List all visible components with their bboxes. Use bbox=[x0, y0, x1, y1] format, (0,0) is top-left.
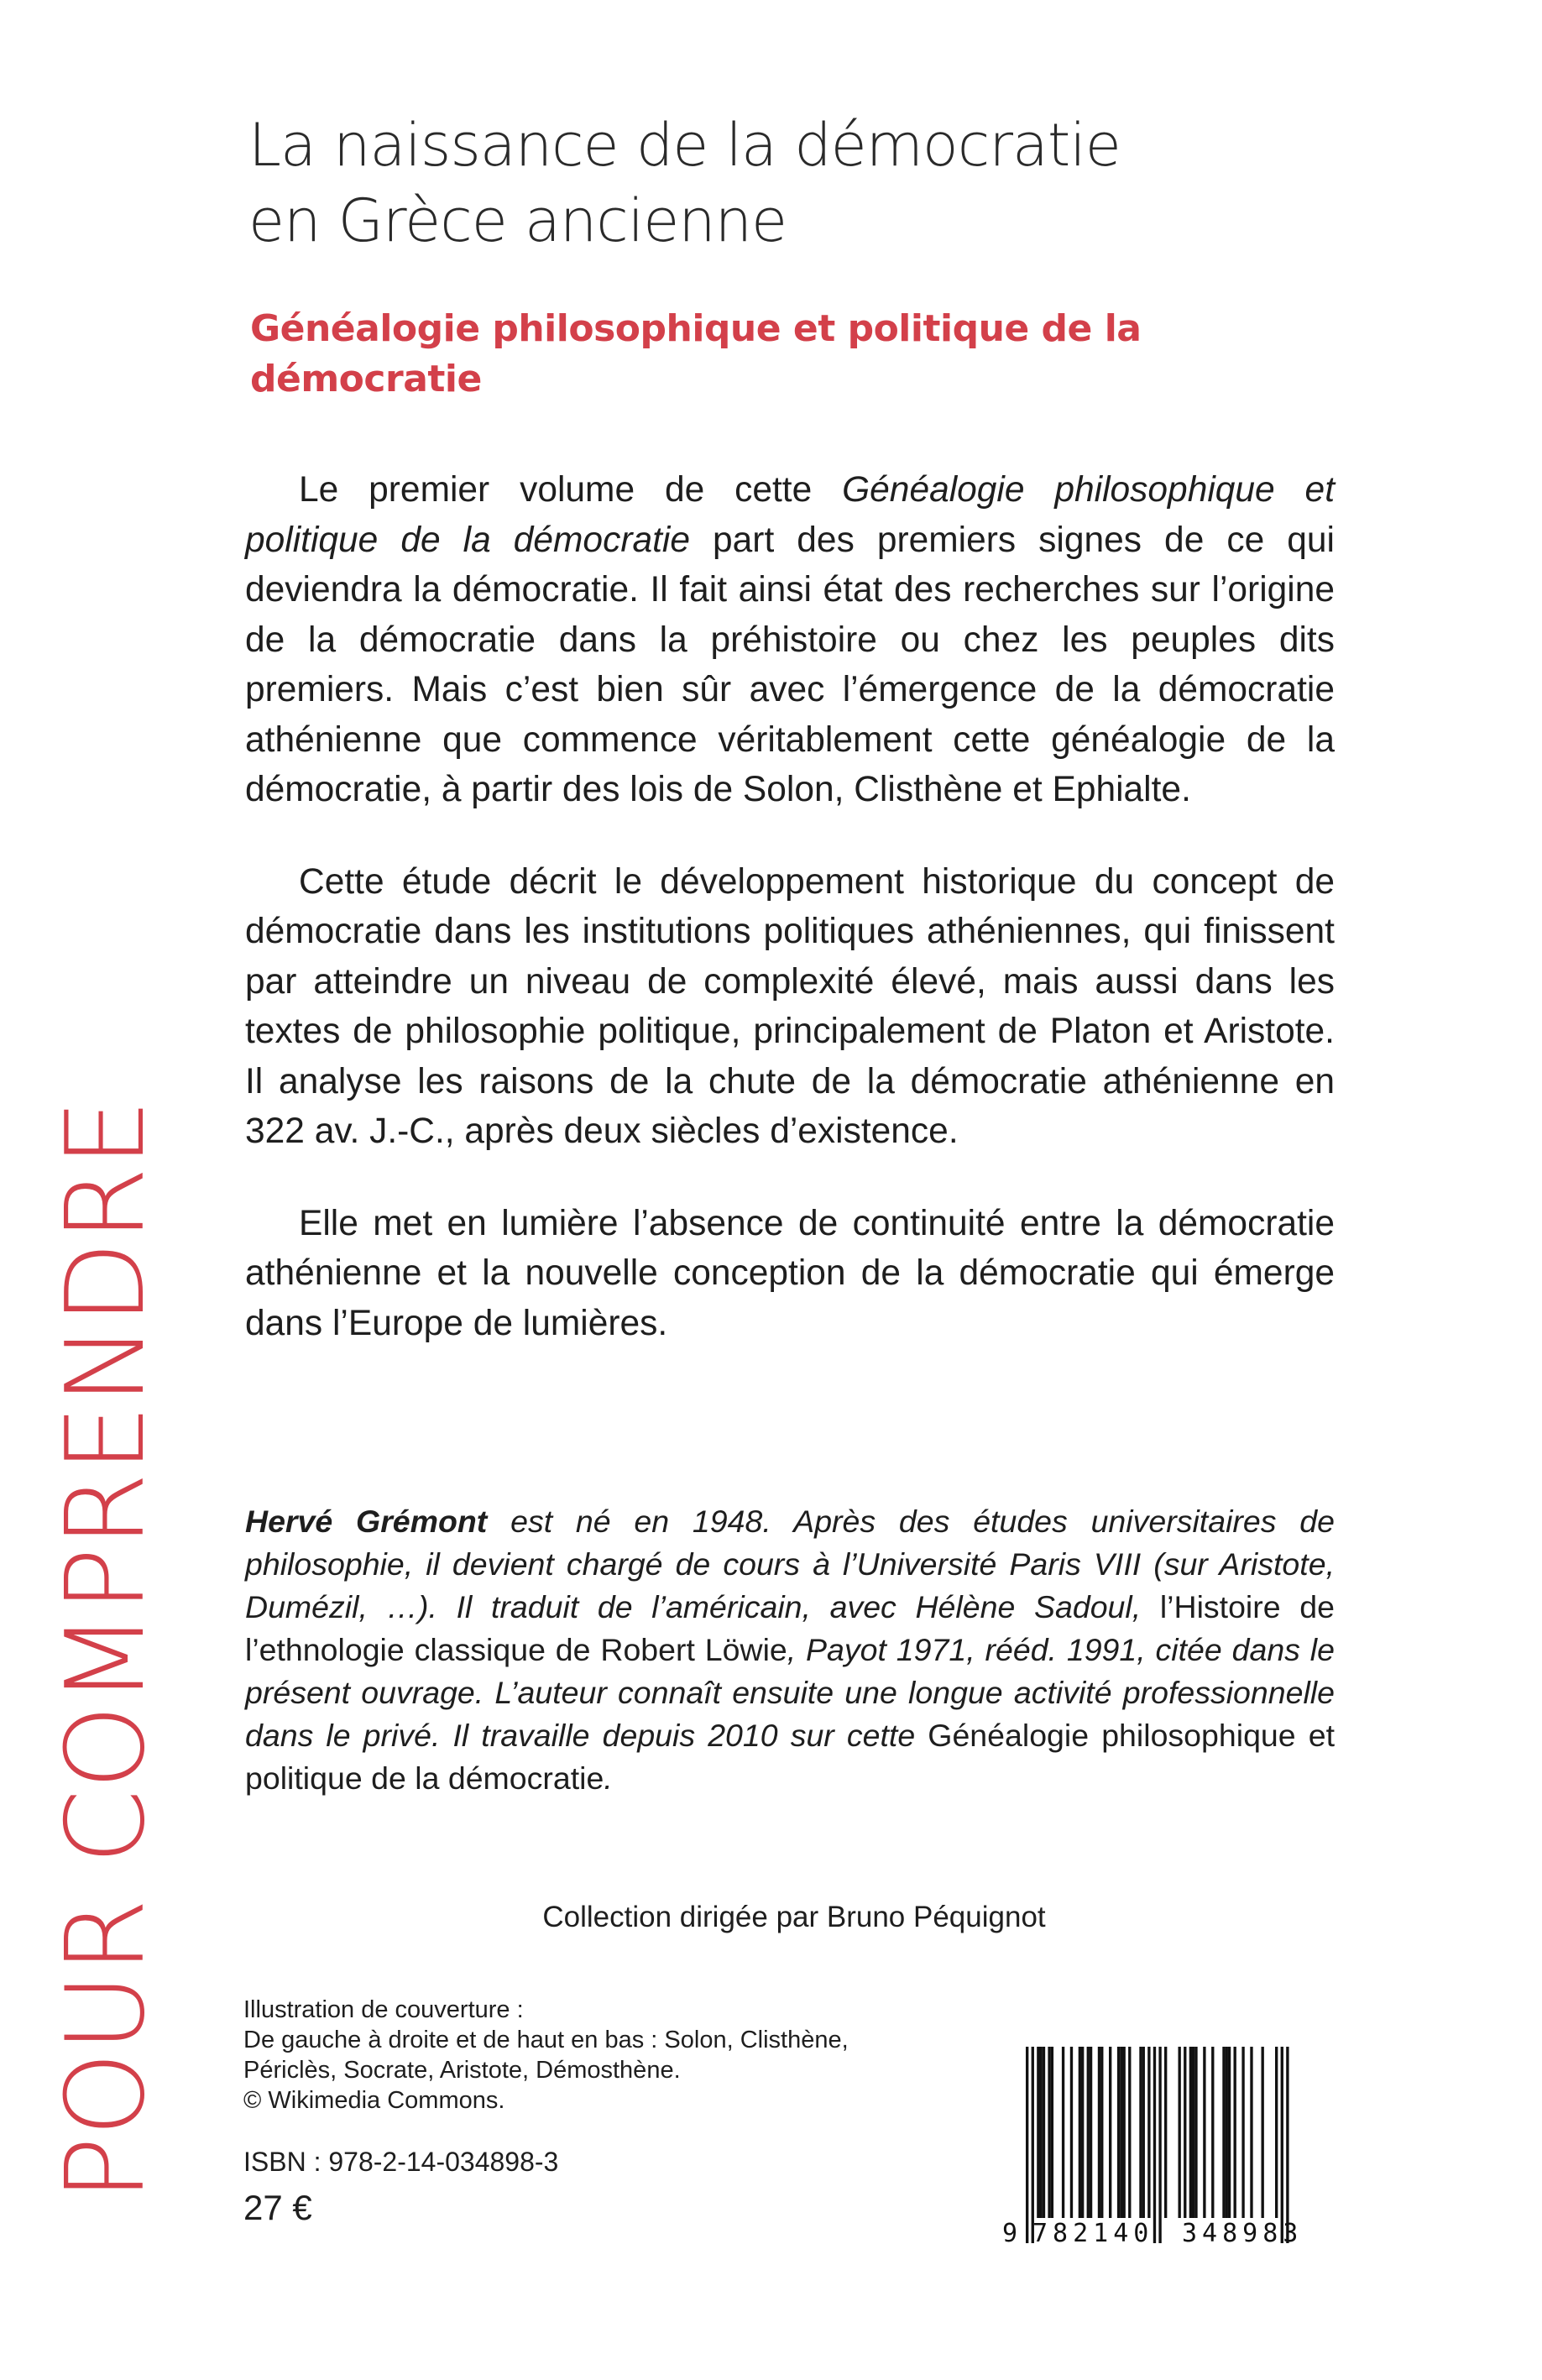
barcode-bar bbox=[1147, 2047, 1150, 2218]
barcode-bar bbox=[1098, 2047, 1100, 2218]
barcode-bar bbox=[1062, 2047, 1064, 2218]
isbn: ISBN : 978-2-14-034898-3 bbox=[243, 2147, 559, 2177]
title-line-1: La naissance de la démocratie bbox=[248, 111, 1121, 180]
barcode-bar bbox=[1109, 2047, 1111, 2218]
credits-line-4: © Wikimedia Commons. bbox=[243, 2087, 505, 2114]
barcode-bar bbox=[1234, 2047, 1236, 2218]
bio-part-2: , Payot 1971, rééd. 1991, citée dans le présent ouvrage. L’auteur connaît ensuite une longue activité professionnelle dans le privé. Il travaille depuis 2010 sur cette bbox=[245, 1632, 1335, 1753]
p1-rest: part des premiers signes de ce qui deviendra la démocratie. Il fait ainsi état des recherches sur l’origine de la démocratie dans la préhistoire ou chez les peuples dits premiers. Mais c’est bien sûr avec l’émergence de la démocratie athénienne que commence véritablement cette généalogie de la démocratie, à partir des lois de Solon, Clisthène et Ephialte. bbox=[245, 520, 1335, 809]
cover-illustration-credits bbox=[243, 1995, 999, 2116]
barcode-bar bbox=[1079, 2047, 1081, 2218]
barcode-bar bbox=[1051, 2047, 1053, 2218]
barcode-bar bbox=[1087, 2047, 1090, 2218]
p1-italic-title: Généalogie philosophique et politique de la démocratie bbox=[245, 470, 1335, 560]
barcode-bar bbox=[1192, 2047, 1194, 2218]
barcode-bar bbox=[1228, 2047, 1231, 2218]
barcode-bar bbox=[1070, 2047, 1073, 2218]
barcode-bar bbox=[1179, 2047, 1181, 2218]
barcode-digits-right: 348983 bbox=[1182, 2219, 1304, 2248]
barcode-bar bbox=[1081, 2047, 1084, 2218]
barcode-bar bbox=[1153, 2047, 1156, 2243]
credits-line-3: Périclès, Socrate, Aristote, Démosthène. bbox=[243, 2057, 681, 2084]
bio-part-1: est né en 1948. Après des études universitaires de philosophie, il devient chargé de cours à l’Université Paris VIII (sur Aristote, Dumézil, …). Il traduit de l’américain, avec Hélène Sadoul, bbox=[245, 1504, 1335, 1624]
barcode-bar bbox=[1026, 2047, 1028, 2243]
barcode-bar bbox=[1100, 2047, 1103, 2218]
barcode-bar bbox=[1286, 2047, 1288, 2243]
barcode-bar bbox=[1048, 2047, 1050, 2218]
summary-paragraph-1 bbox=[245, 465, 1335, 815]
book-title bbox=[248, 107, 1340, 259]
title-line-2: en Grèce ancienne bbox=[248, 186, 787, 255]
barcode-bar bbox=[1281, 2047, 1283, 2243]
barcode-digits-left: 782140 bbox=[1032, 2219, 1154, 2248]
barcode-bar bbox=[1032, 2047, 1034, 2243]
barcode-bar bbox=[1120, 2047, 1122, 2218]
barcode-bar bbox=[1184, 2047, 1186, 2218]
author-bio bbox=[245, 1500, 1335, 1800]
barcode-bar bbox=[1194, 2047, 1197, 2218]
barcode-bars bbox=[1026, 2047, 1289, 2243]
barcode-bar bbox=[1043, 2047, 1045, 2218]
bio-book-title: Histoire de l’ethnologie classique de Robert Löwie bbox=[245, 1589, 1335, 1667]
summary-text bbox=[245, 465, 1335, 1390]
barcode-bar bbox=[1203, 2047, 1205, 2218]
author-name: Hervé Grémont bbox=[245, 1504, 488, 1539]
barcode-bar bbox=[1117, 2047, 1120, 2218]
summary-paragraph-2: Cette étude décrit le développement historique du concept de démocratie dans les institutions politiques athéniennes, qui finissent par atteindre un niveau de complexité élevé, mais aussi dans les textes de philosophie politique, principalement de Platon et Aristote. Il analyse les raisons de la chute de la démocratie athénienne en 322 av. J.-C., après deux siècles d’existence. bbox=[245, 861, 1335, 1151]
barcode-bar bbox=[1164, 2047, 1167, 2218]
bio-series-title: Généalogie philosophique et politique de la démocratie bbox=[245, 1718, 1335, 1796]
barcode-bar bbox=[1037, 2047, 1039, 2218]
p1-lead: Le premier volume de cette bbox=[299, 470, 843, 510]
barcode bbox=[999, 2040, 1330, 2250]
barcode-bar bbox=[1090, 2047, 1092, 2218]
barcode-bar bbox=[1275, 2047, 1278, 2218]
barcode-bar bbox=[1128, 2047, 1131, 2218]
collection-credit: Collection dirigée par Bruno Péquignot bbox=[542, 1901, 1046, 1933]
barcode-bar bbox=[1139, 2047, 1142, 2218]
bio-end: . bbox=[604, 1760, 613, 1796]
barcode-bar bbox=[1241, 2047, 1244, 2218]
barcode-bar bbox=[1211, 2047, 1214, 2218]
barcode-bar bbox=[1226, 2047, 1228, 2218]
barcode-bar bbox=[1123, 2047, 1126, 2218]
barcode-bar bbox=[1142, 2047, 1145, 2218]
barcode-bar bbox=[1222, 2047, 1225, 2218]
bio-l-prefix: l’ bbox=[1159, 1589, 1174, 1624]
barcode-digit-first: 9 bbox=[1002, 2219, 1018, 2248]
book-subtitle: Généalogie philosophique et politique de la démocratie bbox=[250, 307, 1142, 400]
barcode-bar bbox=[1250, 2047, 1252, 2218]
barcode-bar bbox=[1158, 2047, 1161, 2243]
summary-paragraph-3: Elle met en lumière l’absence de continuité entre la démocratie athénienne et la nouvelle conception de la démocratie qui émerge dans l’Europe de lumières. bbox=[245, 1203, 1335, 1343]
credits-line-2: De gauche à droite et de haut en bas : Solon, Clisthène, bbox=[243, 2027, 849, 2053]
barcode-bar bbox=[1040, 2047, 1043, 2218]
barcode-bar bbox=[1189, 2047, 1192, 2218]
barcode-bar bbox=[1262, 2047, 1264, 2218]
series-side-label: POUR COMPRENDRE bbox=[44, 1099, 169, 2201]
credits-line-1: Illustration de couverture : bbox=[243, 1996, 524, 2023]
price: 27 € bbox=[243, 2188, 312, 2227]
